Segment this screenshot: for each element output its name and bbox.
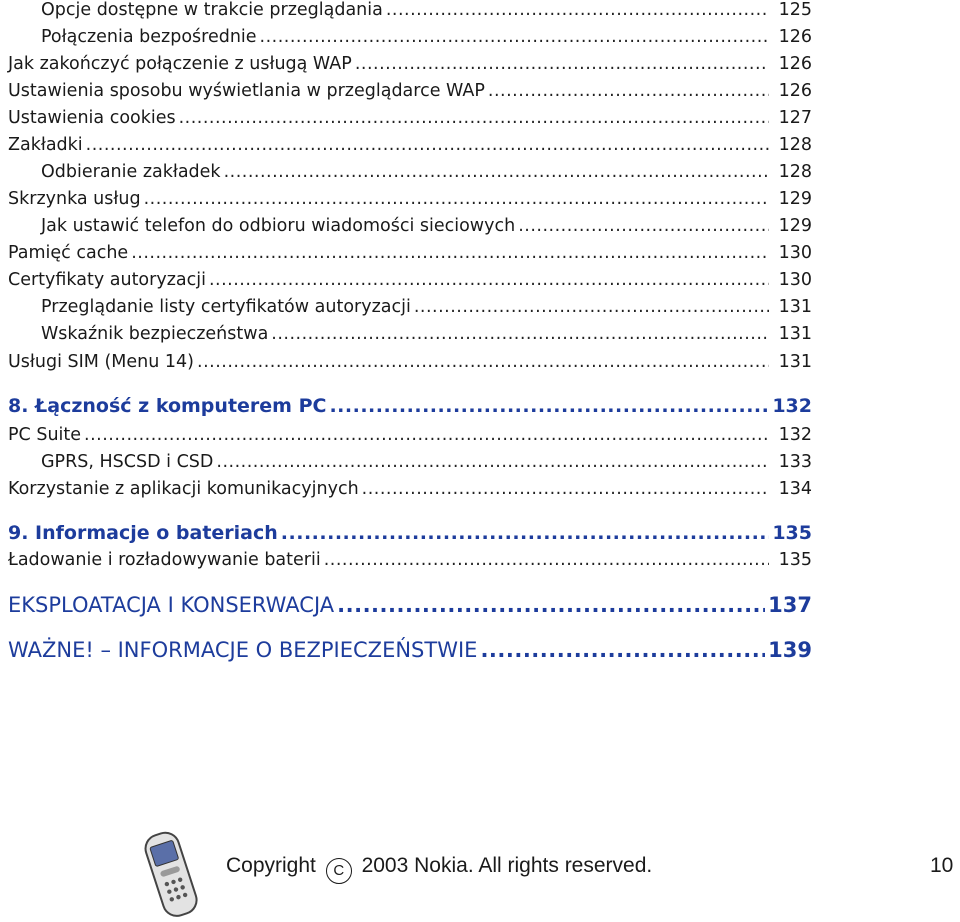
copyright-suffix: 2003 Nokia. All rights reserved. (361, 854, 653, 877)
toc-entry-title: Opcje dostępne w trakcie przeglądania (41, 0, 383, 20)
toc-entry[interactable] (0, 108, 812, 128)
toc-entry[interactable] (0, 425, 812, 445)
copyright-notice (226, 854, 652, 884)
toc-entry-page: 126 (778, 27, 812, 47)
toc-entry-page: 130 (778, 243, 812, 263)
toc-leader-dots (518, 216, 769, 236)
toc-entry-page: 126 (778, 81, 812, 101)
toc-leader-dots (488, 81, 769, 101)
toc-leader-dots (216, 452, 769, 472)
toc-entry-page: 127 (778, 108, 812, 128)
toc-entry[interactable] (0, 270, 812, 290)
toc-entry[interactable] (0, 189, 812, 209)
toc-entry[interactable] (0, 550, 812, 570)
toc-entry-page: 137 (768, 593, 812, 617)
toc-leader-dots (197, 352, 769, 372)
toc-leader-dots (480, 638, 765, 662)
toc-entry-title: Ustawienia sposobu wyświetlania w przeglądarce WAP (8, 81, 485, 101)
toc-entry-title: Skrzynka usług (8, 189, 141, 209)
toc-leader-dots (362, 479, 769, 499)
toc-entry-title: Jak ustawić telefon do odbioru wiadomości sieciowych (41, 216, 516, 236)
toc-leader-dots (131, 243, 769, 263)
toc-leader-dots (209, 270, 769, 290)
toc-entry-title: Jak zakończyć połączenie z usługą WAP (8, 54, 352, 74)
toc-entry[interactable] (0, 27, 812, 47)
toc-entry-page: 128 (778, 135, 812, 155)
toc-entry[interactable] (0, 479, 812, 499)
toc-chapter-heading[interactable] (0, 395, 812, 417)
toc-chapter-heading[interactable] (0, 522, 812, 544)
toc-leader-dots (355, 54, 769, 74)
toc-leader-dots (84, 425, 769, 445)
toc-entry[interactable] (0, 54, 812, 74)
toc-entry[interactable] (0, 324, 812, 344)
toc-entry-title: 8. Łączność z komputerem PC (8, 395, 327, 417)
toc-entry-page: 132 (778, 425, 812, 445)
toc-entry-title: GPRS, HSCSD i CSD (41, 452, 214, 472)
copyright-prefix: Copyright (226, 854, 316, 877)
toc-entry-page: 126 (778, 54, 812, 74)
toc-entry-page: 129 (778, 189, 812, 209)
toc-entry[interactable] (0, 243, 812, 263)
toc-entry-page: 125 (778, 0, 812, 20)
toc-leader-dots (414, 297, 769, 317)
toc-entry-title: EKSPLOATACJA I KONSERWACJA (8, 593, 335, 617)
toc-entry-title: Zakładki (8, 135, 83, 155)
toc-entry[interactable] (0, 216, 812, 236)
toc-entry[interactable] (0, 162, 812, 182)
toc-entry-page: 130 (778, 270, 812, 290)
toc-entry-title: Pamięć cache (8, 243, 129, 263)
toc-entry[interactable] (0, 0, 812, 20)
toc-section-heading[interactable] (0, 593, 812, 617)
toc-entry-page: 131 (778, 297, 812, 317)
copyright-symbol-icon: C (326, 858, 352, 884)
toc-entry-page: 131 (778, 324, 812, 344)
toc-entry[interactable] (0, 297, 812, 317)
toc-entry-title: Ładowanie i rozładowywanie baterii (8, 550, 321, 570)
toc-entry-page: 134 (778, 479, 812, 499)
toc-entry-title: PC Suite (8, 425, 82, 445)
toc-leader-dots (386, 0, 769, 20)
toc-leader-dots (179, 108, 769, 128)
toc-section-heading[interactable] (0, 638, 812, 662)
toc-leader-dots (144, 189, 769, 209)
toc-entry-page: 131 (778, 352, 812, 372)
toc-entry[interactable] (0, 81, 812, 101)
toc-entry-title: Odbieranie zakładek (41, 162, 221, 182)
page-footer (0, 820, 960, 920)
phone-icon (140, 828, 204, 920)
toc-entry-page: 139 (768, 638, 812, 662)
toc-entry-page: 129 (778, 216, 812, 236)
toc-entry[interactable] (0, 452, 812, 472)
toc-entry[interactable] (0, 352, 812, 372)
toc-entry-title: Certyfikaty autoryzacji (8, 270, 206, 290)
toc-entry-page: 132 (772, 395, 812, 417)
toc-entry-title: Ustawienia cookies (8, 108, 176, 128)
toc-entry[interactable] (0, 135, 812, 155)
toc-entry-title: Wskaźnik bezpieczeństwa (41, 324, 269, 344)
toc-leader-dots (86, 135, 769, 155)
toc-leader-dots (271, 324, 769, 344)
toc-leader-dots (329, 395, 769, 417)
toc-entry-title: Usługi SIM (Menu 14) (8, 352, 194, 372)
page-number: 10 (930, 854, 954, 877)
toc-entry-title: Korzystanie z aplikacji komunikacyjnych (8, 479, 359, 499)
toc-leader-dots (260, 27, 769, 47)
toc-leader-dots (281, 522, 769, 544)
toc-leader-dots (324, 550, 769, 570)
toc-entry-page: 133 (778, 452, 812, 472)
toc-entry-page: 128 (778, 162, 812, 182)
toc-entry-page: 135 (778, 550, 812, 570)
toc-entry-title: Przeglądanie listy certyfikatów autoryzacji (41, 297, 411, 317)
toc-entry-page: 135 (772, 522, 812, 544)
toc-entry-title: WAŻNE! – INFORMACJE O BEZPIECZEŃSTWIE (8, 638, 478, 662)
toc-entry-title: Połączenia bezpośrednie (41, 27, 257, 47)
toc-leader-dots (337, 593, 765, 617)
toc-entry-title: 9. Informacje o bateriach (8, 522, 278, 544)
toc-leader-dots (224, 162, 769, 182)
